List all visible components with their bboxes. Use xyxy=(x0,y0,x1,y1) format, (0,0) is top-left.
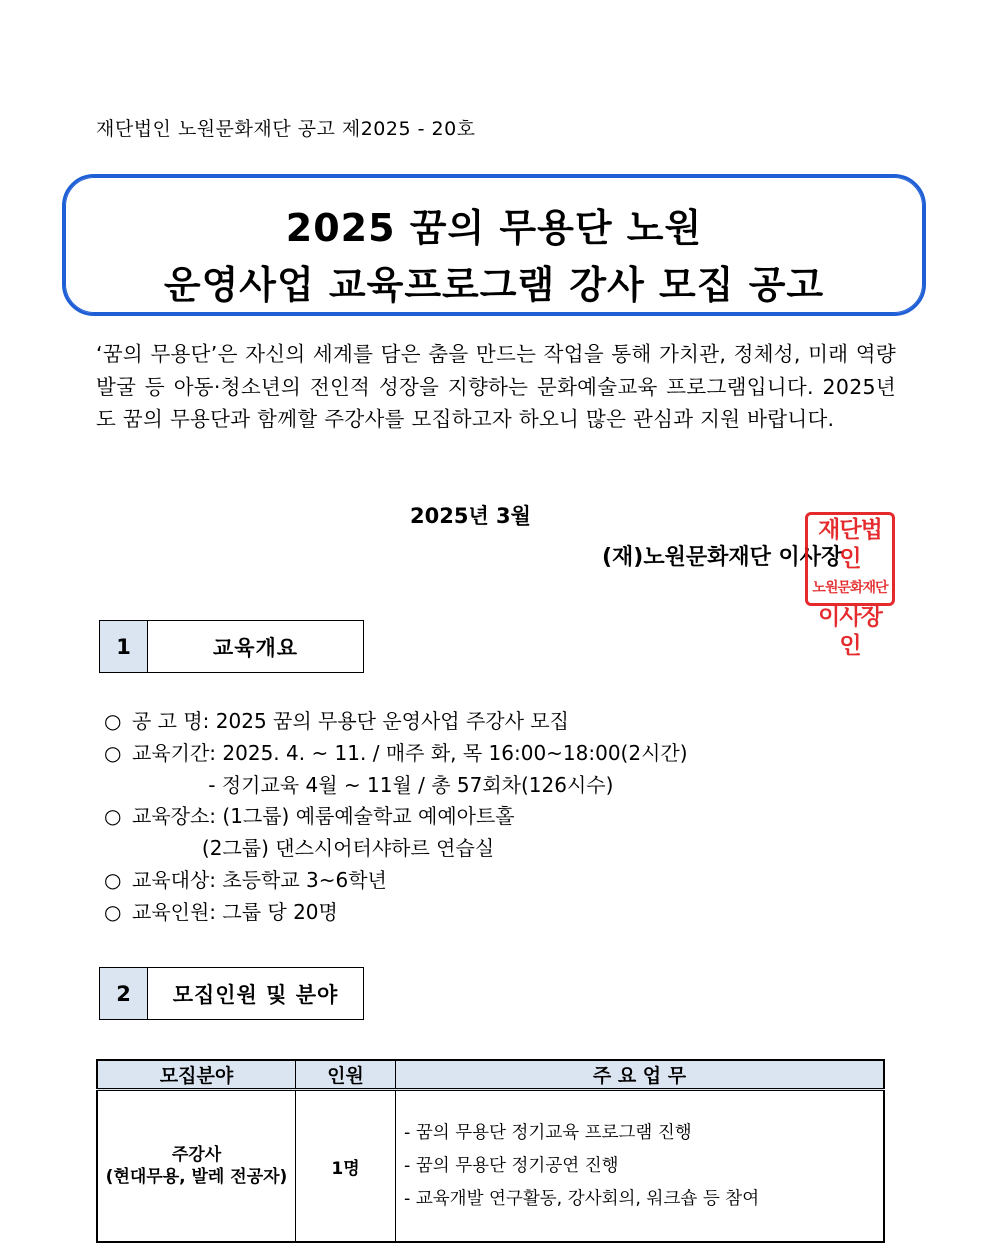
table-header-row xyxy=(97,1060,884,1090)
item-value: - 정기교육 4월 ~ 11월 / 총 57회차(126시수) xyxy=(132,772,614,797)
list-item xyxy=(104,801,688,833)
column-header: 주 요 업 무 xyxy=(396,1060,885,1090)
seal-line: 재단법인 xyxy=(818,517,882,572)
recruitment-table xyxy=(96,1059,885,1243)
title-line-2: 운영사업 교육프로그램 강사 모집 공고 xyxy=(163,263,825,307)
issuer-name: (재)노원문화재단 이사장 xyxy=(602,545,843,570)
item-label: 교육대상: xyxy=(132,867,217,892)
section-2-header xyxy=(99,967,364,1020)
column-header: 모집분야 xyxy=(97,1060,296,1090)
announcement-date: 2025년 3월 xyxy=(410,504,531,528)
circle-bullet-icon: ○ xyxy=(104,899,122,924)
circle-bullet-icon: ○ xyxy=(104,867,122,892)
field-line: 주강사 xyxy=(171,1145,222,1165)
table-row xyxy=(97,1090,884,1243)
item-value: 그룹 당 20명 xyxy=(216,899,338,924)
seal-line: 이사장인 xyxy=(818,604,882,659)
item-label: 교육기간: xyxy=(132,740,217,765)
duties-cell xyxy=(396,1090,885,1243)
list-item xyxy=(104,770,688,802)
section-title: 교육개요 xyxy=(212,635,299,660)
duty-item: - 꿈의 무용단 정기공연 진행 xyxy=(404,1155,619,1176)
item-value: 2025 꿈의 무용단 운영사업 주강사 모집 xyxy=(209,709,569,733)
circle-bullet-icon: ○ xyxy=(104,709,122,733)
overview-list xyxy=(104,706,688,929)
column-header: 인원 xyxy=(296,1060,396,1090)
announcement-number: 재단법인 노원문화재단 공고 제2025 - 20호 xyxy=(96,118,476,140)
circle-bullet-icon: ○ xyxy=(104,740,122,765)
item-value: (1그룹) 예룸예술학교 예예아트홀 xyxy=(216,804,515,829)
list-item xyxy=(104,738,688,770)
item-label: 공 고 명: xyxy=(132,709,210,733)
list-item xyxy=(104,865,688,897)
duty-item: - 교육개발 연구활동, 강사회의, 워크숍 등 참여 xyxy=(404,1188,760,1209)
item-value: 초등학교 3~6학년 xyxy=(216,867,387,892)
seal-line: 노원문화재단 xyxy=(812,580,888,596)
section-1-header xyxy=(99,620,364,673)
field-cell xyxy=(97,1090,296,1243)
item-label: 교육장소: xyxy=(132,804,217,829)
circle-bullet-icon: ○ xyxy=(104,804,122,829)
item-value: 2025. 4. ~ 11. / 매주 화, 목 16:00~18:00(2시간) xyxy=(216,740,688,765)
duty-item: - 꿈의 무용단 정기교육 프로그램 진행 xyxy=(404,1122,692,1143)
section-title: 모집인원 및 분야 xyxy=(172,982,339,1007)
list-item xyxy=(104,897,688,929)
item-value: (2그룹) 댄스시어터샤하르 연습실 xyxy=(132,836,495,861)
item-label: 교육인원: xyxy=(132,899,217,924)
section-number: 2 xyxy=(100,968,148,1019)
section-number: 1 xyxy=(100,621,148,672)
title-line-1: 2025 꿈의 무용단 노원 xyxy=(285,206,703,250)
count-cell: 1명 xyxy=(296,1090,396,1243)
official-seal-stamp xyxy=(805,512,895,659)
intro-paragraph: ‘꿈의 무용단’은 자신의 세계를 담은 춤을 만드는 작업을 통해 가치관, 정체성, 미래 역량 발굴 등 아동·청소년의 전인적 성장을 지향하는 문화예술교육 프로그램입니다. 2025년도 꿈의 무용단과 함께할 주강사를 모집하고자 하오니 많은 관심과 지원 바랍니다. xyxy=(96,342,896,431)
list-item xyxy=(104,833,688,865)
list-item xyxy=(104,706,688,738)
title-box xyxy=(62,174,926,316)
field-line: (현대무용, 발레 전공자) xyxy=(105,1167,288,1187)
